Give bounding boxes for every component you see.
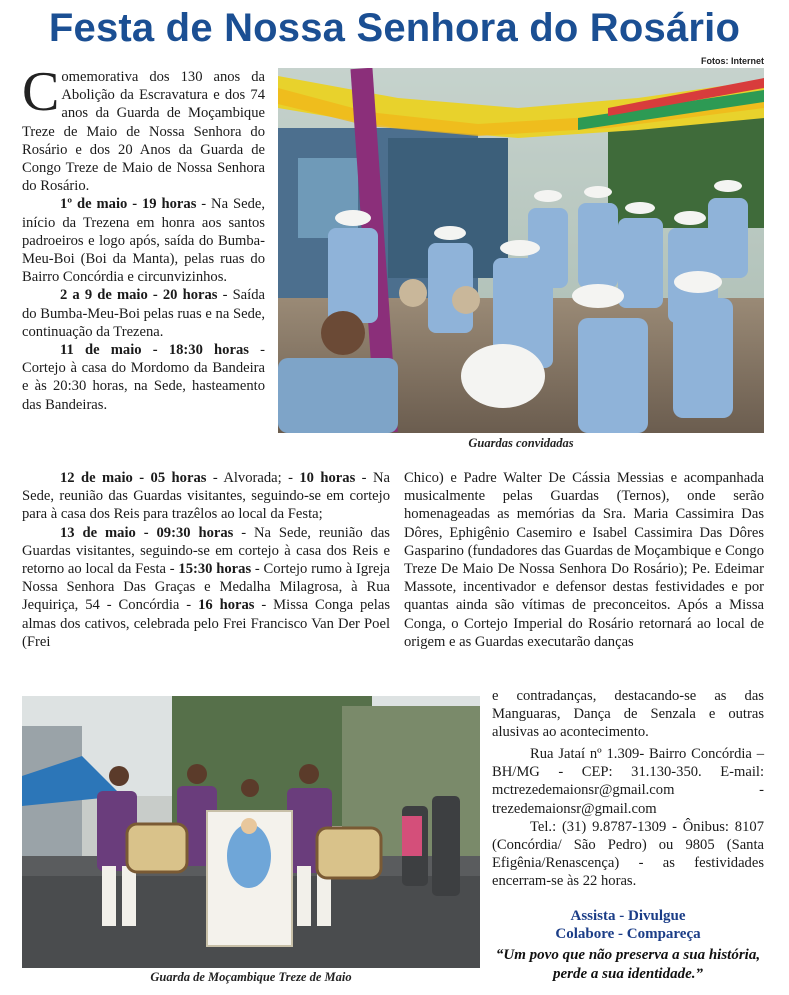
slogan-line-2: Colabore - Compareça <box>555 926 701 942</box>
right-column-middle <box>404 469 764 651</box>
address-paragraph: Rua Jataí nº 1.309- Bairro Concórdia – BH/MG - CEP: 31.130-350. E-mail: mctrezedemaionsr@gmail.com - trezedemaionsr@gmail.com <box>492 746 764 817</box>
lower-right-paragraph: e contradanças, destacando-se as das Manguaras, Dança de Senzala e outras alusivas ao acontecimento. <box>492 688 764 741</box>
program-item-may13 <box>22 524 390 651</box>
phone-paragraph: Tel.: (31) 9.8787-1309 - Ônibus: 8107 (Concórdia/ São Pedro) ou 9805 (Santa Efigênia/Renascença) - as festividades encerram-se às 22 horas. <box>492 818 764 890</box>
contact-block <box>492 745 764 891</box>
caption-bottom-photo: Guarda de Moçambique Treze de Maio <box>150 970 352 984</box>
program-time: 13 de maio - 09:30 horas <box>60 524 234 541</box>
caption-top-photo: Guardas convidadas <box>468 436 574 450</box>
program-text: - Alvorada; - <box>206 470 300 486</box>
program-text: - Cortejo à casa do Mordomo da Bandeira e às 20:30 horas, na Sede, hasteamento das Bandeiras. <box>22 342 265 413</box>
program-time: 11 de maio - 18:30 horas <box>60 342 249 359</box>
slogan <box>492 907 764 943</box>
intro-paragraph <box>22 61 265 195</box>
program-time: 1º de maio - 19 horas <box>60 196 197 213</box>
right-column-lower <box>492 687 764 742</box>
program-time: 10 horas <box>299 470 356 486</box>
drop-cap: C <box>22 61 60 123</box>
left-column-upper <box>22 61 265 414</box>
photo-guarda-mocambique <box>22 696 480 968</box>
photo-guardas-image <box>278 68 764 433</box>
photo-credit: Fotos: Internet <box>701 56 764 66</box>
program-item <box>22 195 265 286</box>
program-time: 12 de maio - 05 horas <box>60 470 207 486</box>
photo-guardas-convidadas <box>278 68 764 433</box>
continuation-paragraph: Chico) e Padre Walter De Cássia Messias e acompanhada musicalmente pelas Guardas (Ternos), onde serão homenageadas as memórias da Sra. Maria Cassimira Das Dôres, Ephigênio Casemiro e Isabel Cassimira Das Dôres Gasparino (fundadores das Guardas de Moçambique e Congo Treze De Maio De Nossa Senhora Do Rosário); Pe. Edeimar Massote, incentivador e defensor destas festividades e por quantas ainda são vítimas de preconceitos. Após a Missa Conga, o Cortejo Imperial do Rosário retornará ao local de origem e as Guardas executarão danças <box>404 470 764 650</box>
program-text: - Missa Conga pelas almas dos cativos, celebrada pelo Frei Francisco Van Der Poel (Frei <box>22 597 390 650</box>
slogan-line-1: Assista - Divulgue <box>570 908 686 924</box>
program-text: - Na Sede, reunião das Guardas visitantes, seguindo-se em cortejo à casa dos Reis e retorno ao local da Festa - <box>22 524 390 578</box>
program-time: 15:30 horas <box>178 561 252 578</box>
program-item-may12 <box>22 469 390 524</box>
photo-procession-image <box>22 696 480 968</box>
left-column-middle <box>22 469 390 651</box>
program-text: - Cortejo rumo à Igreja Nossa Senhora Das Graças e Medalha Milagrosa, à Rua Jequiriça, 54 - Concórdia - <box>22 561 390 614</box>
program-time: 2 a 9 de maio - 20 horas <box>60 287 218 304</box>
program-text: - Na Sede, início da Trezena em honra aos santos padroeiros e logo após, saída do Bumba-Meu-Boi (Boi da Manta), pelas ruas do Bairro Concórdia e circunvizinhos. <box>22 196 265 286</box>
program-text: - Na Sede, reunião das Guardas visitantes, seguindo-se em cortejo para à casa dos Reis para trazêlos ao local da Festa; <box>22 470 390 523</box>
program-item <box>22 341 265 414</box>
article-title: Festa de Nossa Senhora do Rosário <box>48 6 741 50</box>
intro-text: omemorativa dos 130 anos da Abolição da Escravatura e dos 74 anos da Guarda de Moçambique Treze de Maio de Nossa Senhora do Rosário e dos 20 Anos da Guarda de Congo Treze de Maio de Nossa Senhora do Rosário. <box>22 69 265 195</box>
program-item <box>22 286 265 341</box>
closing-quote: “Um povo que não preserva a sua história, perde a sua identidade.” <box>495 947 761 982</box>
program-text: - Saída do Bumba-Meu-Boi pelas ruas e na Sede, continuação da Trezena. <box>22 287 265 340</box>
program-time: 16 horas <box>198 597 255 614</box>
